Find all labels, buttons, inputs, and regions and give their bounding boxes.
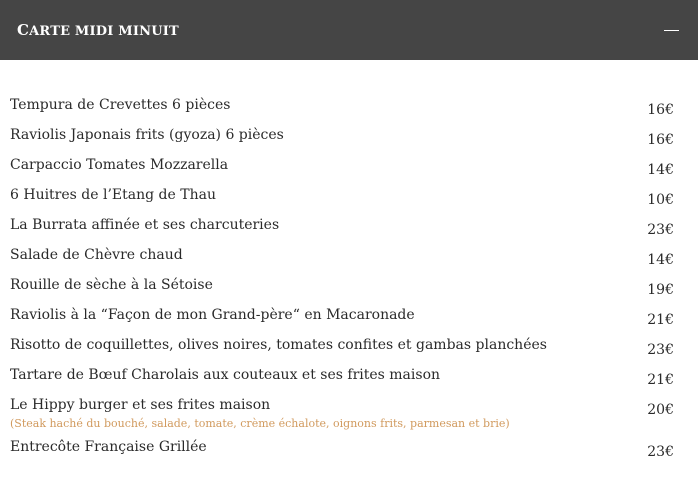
item-price: 16€: [647, 102, 674, 118]
section-title-rest: ARTE MIDI MINUIT: [29, 24, 179, 39]
item-price: 23€: [647, 222, 674, 238]
item-price: 23€: [647, 444, 674, 460]
item-name: Rouille de sèche à la Sétoise: [10, 277, 213, 293]
item-price: 14€: [647, 252, 674, 268]
item-name: Le Hippy burger et ses frites maison: [10, 397, 271, 413]
section-title-initial: C: [17, 21, 30, 39]
item-price: 21€: [647, 372, 674, 388]
item-name: Tempura de Crevettes 6 pièces: [10, 97, 231, 113]
item-detail: (Steak haché du bouché, salade, tomate, crème échalote, oignons frits, parmesan et brie): [10, 417, 510, 430]
item-name: 6 Huitres de l’Etang de Thau: [10, 187, 216, 203]
item-price: 14€: [647, 162, 674, 178]
item-price: 20€: [647, 402, 674, 418]
item-name: Entrecôte Française Grillée: [10, 439, 207, 455]
item-name: Carpaccio Tomates Mozzarella: [10, 157, 229, 173]
item-name: Raviolis Japonais frits (gyoza) 6 pièces: [10, 127, 284, 143]
item-price: 23€: [647, 342, 674, 358]
item-name: Tartare de Bœuf Charolais aux couteaux et ses frites maison: [10, 367, 441, 383]
item-name: La Burrata affinée et ses charcuteries: [10, 217, 280, 233]
item-name: Risotto de coquillettes, olives noires, tomates confites et gambas planchées: [10, 337, 547, 353]
item-price: 21€: [647, 312, 674, 328]
item-name: Salade de Chèvre chaud: [10, 247, 183, 263]
item-name: Raviolis à la “Façon de mon Grand-père“ en Macaronade: [10, 307, 415, 323]
item-price: 10€: [647, 192, 674, 208]
item-price: 19€: [647, 282, 674, 298]
item-price: 16€: [647, 132, 674, 148]
